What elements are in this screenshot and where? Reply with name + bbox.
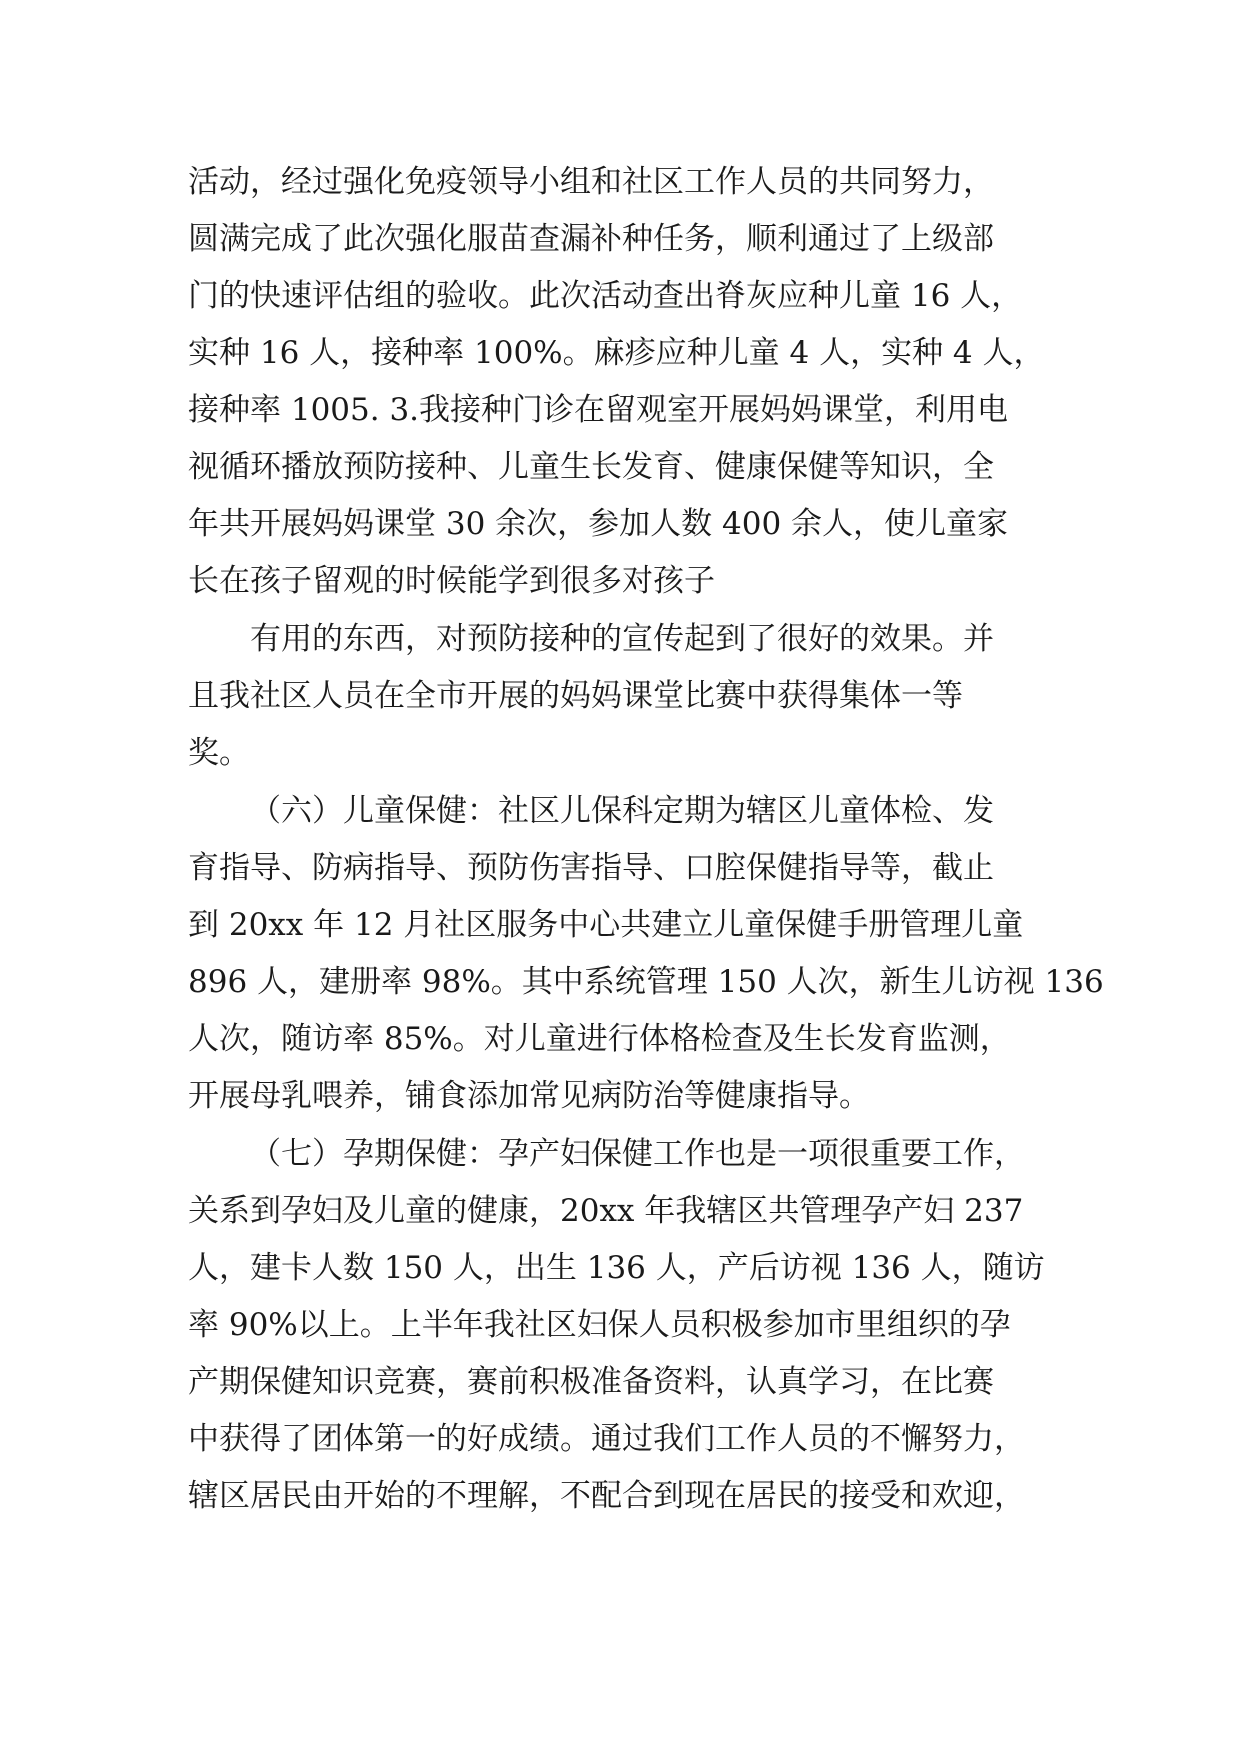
text-line: 中获得了团体第一的好成绩。通过我们工作人员的不懈努力， (188, 1421, 1025, 1457)
text-line: 育指导、防病指导、预防伤害指导、口腔保健指导等，截止 (188, 850, 994, 886)
text-line: 开展母乳喂养，铺食添加常见病防治等健康指导。 (188, 1078, 870, 1114)
section-heading-maternal-health: （七）孕期保健：孕产妇保健工作也是一项很重要工作， (250, 1136, 1025, 1172)
section-heading-child-health: （六）儿童保健：社区儿保科定期为辖区儿童体检、发 (250, 793, 994, 829)
text-line: 关系到孕妇及儿童的健康，20xx 年我辖区共管理孕产妇 237 (188, 1193, 1024, 1229)
text-line: 896 人，建册率 98%。其中系统管理 150 人次，新生儿访视 136 (188, 964, 1104, 1000)
text-line: 产期保健知识竞赛，赛前积极准备资料，认真学习，在比赛 (188, 1364, 994, 1400)
text-line: 活动，经过强化免疫领导小组和社区工作人员的共同努力， (188, 164, 994, 200)
text-line: 到 20xx 年 12 月社区服务中心共建立儿童保健手册管理儿童 (188, 907, 1024, 943)
text-line: 人次，随访率 85%。对儿童进行体格检查及生长发育监测， (188, 1021, 1011, 1057)
text-line: 人，建卡人数 150 人，出生 136 人，产后访视 136 人，随访 (188, 1250, 1045, 1286)
text-line: 门的快速评估组的验收。此次活动查出脊灰应种儿童 16 人， (188, 278, 1023, 314)
text-line: 且我社区人员在全市开展的妈妈课堂比赛中获得集体一等 (188, 678, 963, 714)
text-line: 辖区居民由开始的不理解，不配合到现在居民的接受和欢迎， (188, 1478, 1025, 1514)
text-line: 实种 16 人，接种率 100%。麻疹应种儿童 4 人，实种 4 人， (188, 335, 1045, 371)
text-line: 视循环播放预防接种、儿童生长发育、健康保健等知识，全 (188, 449, 994, 485)
paragraph-first-line: 有用的东西，对预防接种的宣传起到了很好的效果。并 (250, 621, 994, 657)
text-line: 年共开展妈妈课堂 30 余次，参加人数 400 余人，使儿童家 (188, 506, 1009, 542)
text-line: 率 90%以上。上半年我社区妇保人员积极参加市里组织的孕 (188, 1307, 1011, 1343)
text-line: 接种率 1005. 3.我接种门诊在留观室开展妈妈课堂，利用电 (188, 392, 1009, 428)
text-line: 奖。 (188, 735, 250, 771)
text-line: 长在孩子留观的时候能学到很多对孩子 (188, 563, 715, 599)
text-line: 圆满完成了此次强化服苗查漏补种任务，顺利通过了上级部 (188, 221, 994, 257)
